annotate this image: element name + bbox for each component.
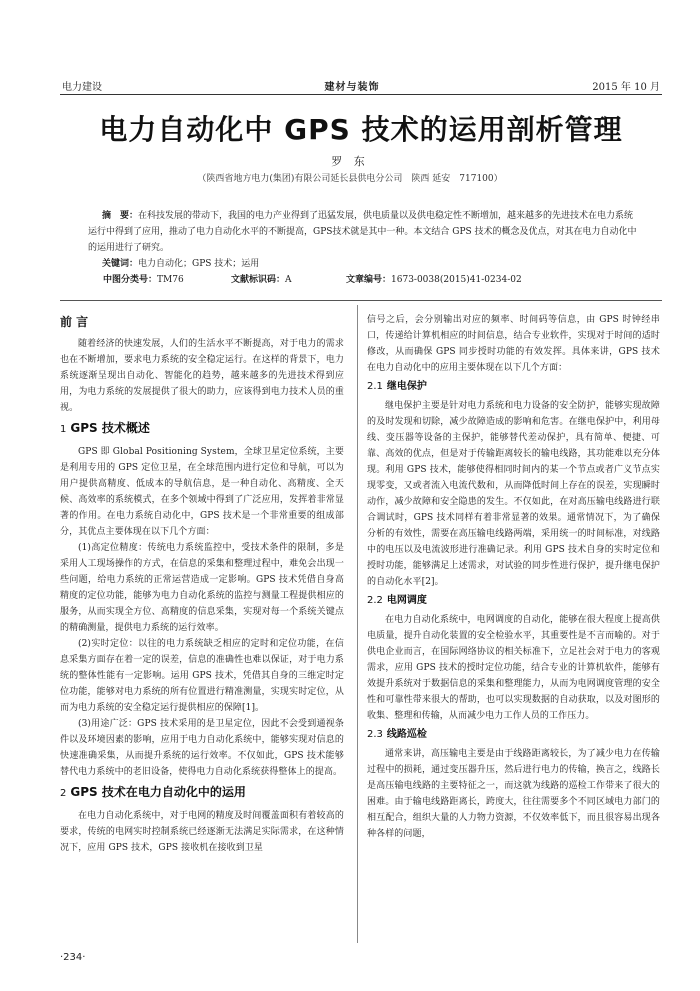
- keywords-line: [88, 256, 642, 272]
- intro-heading: 前 言: [60, 315, 89, 329]
- section-2-2-title: 电网调度: [386, 595, 427, 606]
- keywords: 电力自动化；GPS 技术；运用: [138, 259, 260, 269]
- section-2-number: 2: [60, 788, 67, 799]
- section-1-paragraph-2: (1)高定位精度：传统电力系统监控中，受技术条件的限制，多是采用人工现场操作的方式，在信息的采集和整理过程中，难免会出现一些问题，给电力系统的正常运营造成一定影响。GPS 技术凭借自身高精度的定位功能，能够为电力自动化系统的监控与测量工程提供相应的服务，从而实现全方位、高精度的信息采集，实现对每一个系统关键点的精确测量，提供电力系统的运行效率。: [60, 543, 344, 633]
- doc-code-label: 文献标识码：: [231, 275, 286, 285]
- section-2-paragraph-cont: 信号之后，会分别输出对应的频率、时间码等信息，由 GPS 时钟经串口，传递给计算机相应的时间信息，结合专业软件，实现对于时间的适时修改，从而确保 GPS 同步授时功能的有效发挥。具体来讲，GPS 技术在电力自动化中的应用主要体现在以下几个方面：: [367, 315, 660, 373]
- section-1-paragraph-3: (2)实时定位：以往的电力系统缺乏相应的定时和定位功能，在信息采集方面存在着一定的误差，信息的准确性也难以保证，对于电力系统的整体性能有一定影响。运用 GPS 技术，凭借其自身的三维定时定位功能，能够对电力系统的所有位置进行精准测量，实现实时定位，从而为电力系统的安全稳定运行提供相应的保障[1]。: [60, 639, 344, 713]
- affiliation: （陕西省地方电力(集团)有限公司延长县供电分公司 陕西 延安 717100）: [197, 174, 503, 184]
- journal-logo: 建材与装饰: [324, 82, 380, 93]
- section-1-title: GPS 技术概述: [70, 421, 150, 435]
- section-1-paragraph-1: GPS 即 Global Positioning System，全球卫星定位系统，主要是利用专用的 GPS 定位卫星，在全球范围内进行定位和导航，可以为用户提供高精度、低成本的导航信息，是一种自动化、高精度、全天候、高效率的系统模式，在多个领域中得到了广泛应用，发挥着非常显著的作用。在电力系统自动化中，GPS 技术是一个非常重要的组成部分，其优点主要体现在以下几个方面：: [60, 447, 344, 537]
- section-2-3-heading: [367, 727, 660, 743]
- section-1-number: 1: [60, 424, 67, 435]
- doc-code-item: [231, 272, 292, 285]
- doc-code-value: A: [285, 275, 292, 285]
- section-2-1-number: 2.1: [367, 381, 383, 392]
- section-1-heading: [60, 420, 344, 438]
- intro-paragraph: 随着经济的快速发展，人们的生活水平不断提高，对于电力的需求也在不断增加，要求电力系统的安全稳定运行。在这样的背景下，电力系统逐渐呈现出自动化、智能化的趋势，越来越多的先进技术得到应用，为电力系统的发展提供了很大的助力，应该得到电力技术人员的重视。: [60, 339, 344, 413]
- clc-item: [103, 272, 184, 285]
- abstract-label: 摘 要：: [102, 211, 139, 221]
- section-2-3-title: 线路巡检: [386, 729, 427, 740]
- section-2-2-heading: [367, 593, 660, 609]
- section-2-3-paragraph: 通常来讲，高压输电主要是由于线路距离较长，为了减少电力在传输过程中的损耗，通过变压器升压，然后进行电力的传输，换言之，线路长是高压输电线路的主要特征之一，而这就为线路的巡检工作带来了很大的困难。由于输电线路距离长，跨度大，往往需要多个不同区域电力部门的相互配合，组织大量的人力物力资源，不仅效率低下，而且很容易出现各种各样的问题，: [367, 749, 660, 839]
- section-2-1-paragraph: 继电保护主要是针对电力系统和电力设备的安全防护，能够实现故障的及时发现和切除，减少故障造成的影响和危害。在继电保护中，利用母线、变压器等设备的主保护，能够替代差动保护，具有简单、便捷、可靠、高效的优点，但是对于传输距离较长的输电线路，其功能难以充分体现。利用 GPS 技术，能够使得相同时间内的某一个节点或者广义节点实现零变，又或者流入电流代数和，从而降低时间上存在的误差，实现瞬时动作，减少故障和安全隐患的发生。不仅如此，在对高压输电线路进行联合调试时，GPS 技术同样有着非常显著的效果。通常情况下，为了确保分析的有效性，需要在高压输电线路两端，采用统一的时间标准，对线路中的电压以及电流波形进行准确记录。利用 GPS 技术自身的实时定位和授时功能，能够满足上述需求，对试验的同步性进行保护，提升继电保护的自动化水平[2]。: [367, 401, 660, 587]
- section-2-1-title: 继电保护: [386, 381, 427, 392]
- header-rule: [60, 94, 662, 95]
- section-2-2-paragraph: 在电力自动化系统中，电网调度的自动化，能够在很大程度上提高供电质量，提升自动化装置的安全检验水平，其重要性是不言而喻的。对于供电企业而言，在国际网络协议的相关标准下，立足社会对于电力的客观需求，应用 GPS 技术的授时定位功能，结合专业的计算机软件，能够有效提升系统对于数据信息的采集和整理能力，从而为电网调度管理的安全性和可靠性带来很大的帮助，也可以实现数据的自动获取，以及对图形的收集、整理和传输，从而减少电力工作人员的工作压力。: [367, 615, 660, 721]
- article-no-label: 文章编号：: [346, 275, 392, 285]
- clc-label: 中图分类号：: [103, 275, 158, 285]
- page-number: ·234·: [60, 952, 86, 963]
- column-divider: [357, 305, 358, 943]
- abstract: [88, 208, 642, 272]
- section-1-paragraph-4: (3)用途广泛：GPS 技术采用的是卫星定位，因此不会受到通视条件以及环境因素的影响，应用于电力自动化系统中，能够实现对信息的快速准确采集，从而提升系统的运行效率。不仅如此，GPS 技术能够替代电力系统中的老旧设备，使得电力自动化系统获得整体上的提高。: [60, 719, 344, 777]
- article-no-value: 1673-0038(2015)41-0234-02: [391, 275, 522, 285]
- keywords-label: 关键词：: [102, 259, 139, 269]
- section-2-1-heading: [367, 379, 660, 395]
- section-2-title: GPS 技术在电力自动化中的运用: [70, 785, 246, 799]
- section-2-3-number: 2.3: [367, 729, 383, 740]
- article-no-item: [346, 272, 522, 285]
- journal-name: 电力建设: [62, 82, 102, 93]
- abstract-text: 在科技发展的带动下，我国的电力产业得到了迅猛发展，供电质量以及供电稳定性不断增加，越来越多的先进技术在电力系统运行中得到了应用，推动了电力自动化水平的不断提高，GPS技术就是其中一种。本文结合 GPS 技术的概念及优点，对其在电力自动化中的运用进行了研究。: [88, 211, 637, 253]
- abstract-rule: [60, 300, 662, 301]
- section-2-heading: [60, 784, 344, 802]
- clc-value: TM76: [157, 275, 184, 285]
- section-2-paragraph-1: 在电力自动化系统中，对于电网的精度及时间覆盖面积有着较高的要求，传统的电网实时控制系统已经逐渐无法满足实际需求，在这种情况下，应用 GPS 技术，GPS 接收机在接收到卫星: [60, 811, 344, 853]
- article-title: 电力自动化中 GPS 技术的运用剖析管理: [99, 113, 623, 146]
- abstract-paragraph: [88, 208, 642, 256]
- left-column: [60, 308, 344, 856]
- author: 罗 东: [331, 155, 369, 168]
- section-2-2-number: 2.2: [367, 595, 383, 606]
- issue-date: 2015 年 10 月: [592, 82, 660, 93]
- right-column: [367, 312, 660, 842]
